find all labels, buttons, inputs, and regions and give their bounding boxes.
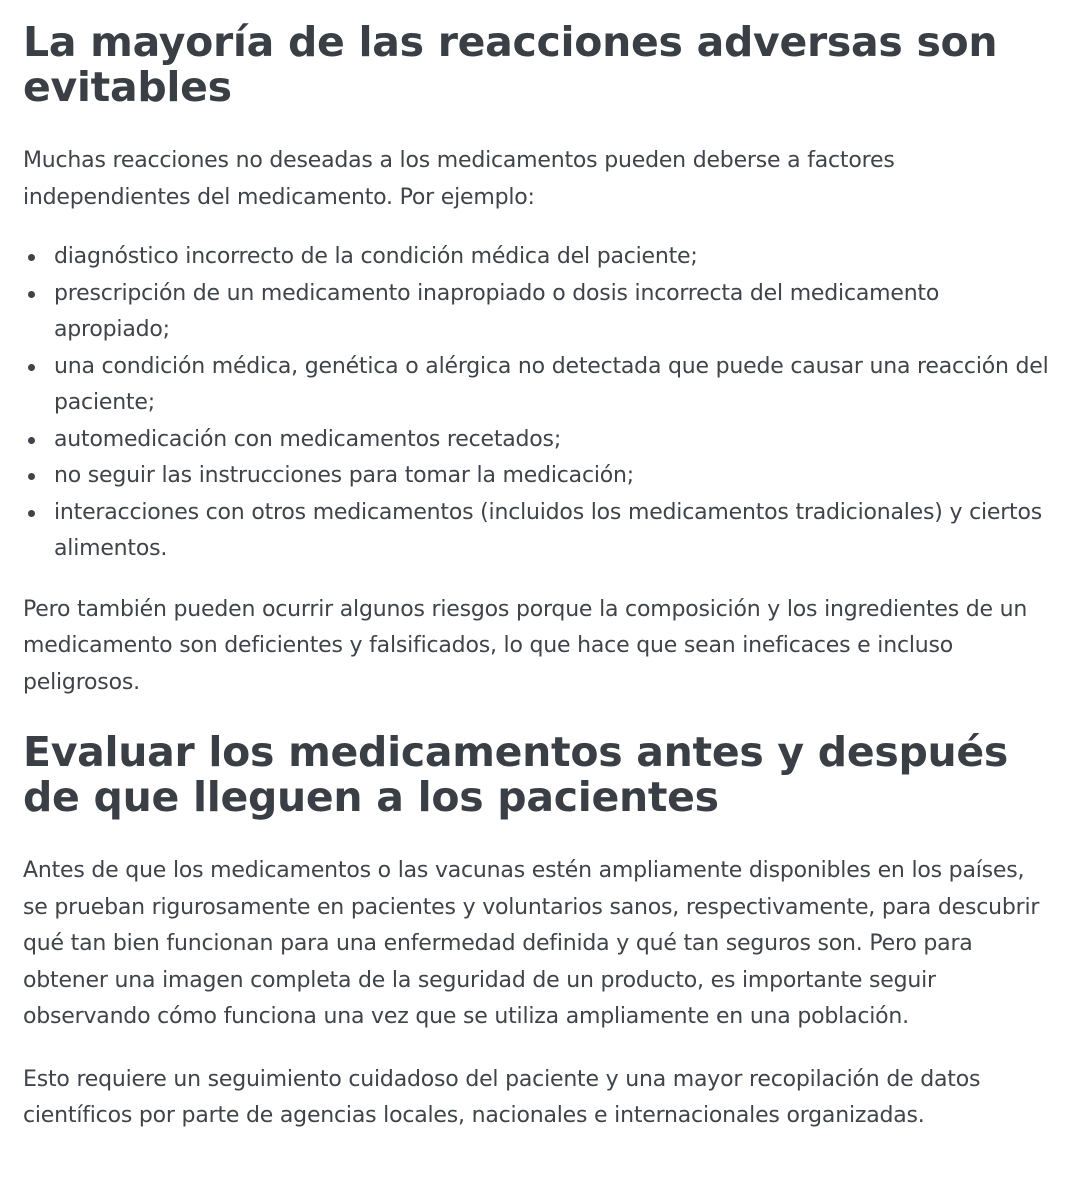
list-item-text: automedicación con medicamentos recetados; xyxy=(54,426,562,452)
article-content xyxy=(23,0,1053,1135)
list-item-text: prescripción de un medicamento inapropiado o dosis incorrecta del medicamento apropiado; xyxy=(54,280,940,342)
bullet-icon xyxy=(28,254,35,261)
bullet-icon xyxy=(28,364,35,371)
closing-paragraph: Pero también pueden ocurrir algunos riesgos porque la composición y los ingredientes de un medicamento son deficientes y falsificados, lo que hace que sean ineficaces e incluso peligrosos. xyxy=(23,596,1028,695)
section-heading-adverse-reactions: La mayoría de las reacciones adversas son evitables xyxy=(23,18,998,111)
list-item-text: una condición médica, genética o alérgica no detectada que puede causar una reacción del paciente; xyxy=(54,353,1049,415)
intro-paragraph: Muchas reacciones no deseadas a los medicamentos pueden deberse a factores independientes del medicamento. Por ejemplo: xyxy=(23,148,895,210)
list-item-text: interacciones con otros medicamentos (incluidos los medicamentos tradicionales) y ciertos alimentos. xyxy=(54,499,1043,561)
list-item xyxy=(23,239,1053,276)
bullet-icon xyxy=(28,437,35,444)
list-item xyxy=(23,495,1053,568)
bullet-icon xyxy=(28,473,35,480)
bullet-icon xyxy=(28,291,35,298)
list-item xyxy=(23,276,1053,349)
list-item xyxy=(23,422,1053,459)
section-heading-evaluate-medicines: Evaluar los medicamentos antes y después de que lleguen a los pacientes xyxy=(23,728,1009,821)
monitoring-paragraph: Esto requiere un seguimiento cuidadoso del paciente y una mayor recopilación de datos científicos por parte de agencias locales, nacionales e internacionales organizadas. xyxy=(23,1066,981,1128)
list-item-text: diagnóstico incorrecto de la condición médica del paciente; xyxy=(54,244,698,269)
evaluation-paragraph: Antes de que los medicamentos o las vacunas estén ampliamente disponibles en los países, se prueban rigurosamente en pacientes y voluntarios sanos, respectivamente, para descubrir qué tan bien funcionan para una enfermedad definida y qué tan seguros son. Pero para obtener una imagen completa de la seguridad de un producto, es importante seguir observando cómo funciona una vez que se utiliza ampliamente en una población. xyxy=(23,858,1040,1029)
bullet-icon xyxy=(28,510,35,517)
list-item-text: no seguir las instrucciones para tomar la medicación; xyxy=(54,463,634,488)
factors-list xyxy=(23,239,1053,568)
list-item xyxy=(23,349,1053,422)
list-item xyxy=(23,458,1053,495)
